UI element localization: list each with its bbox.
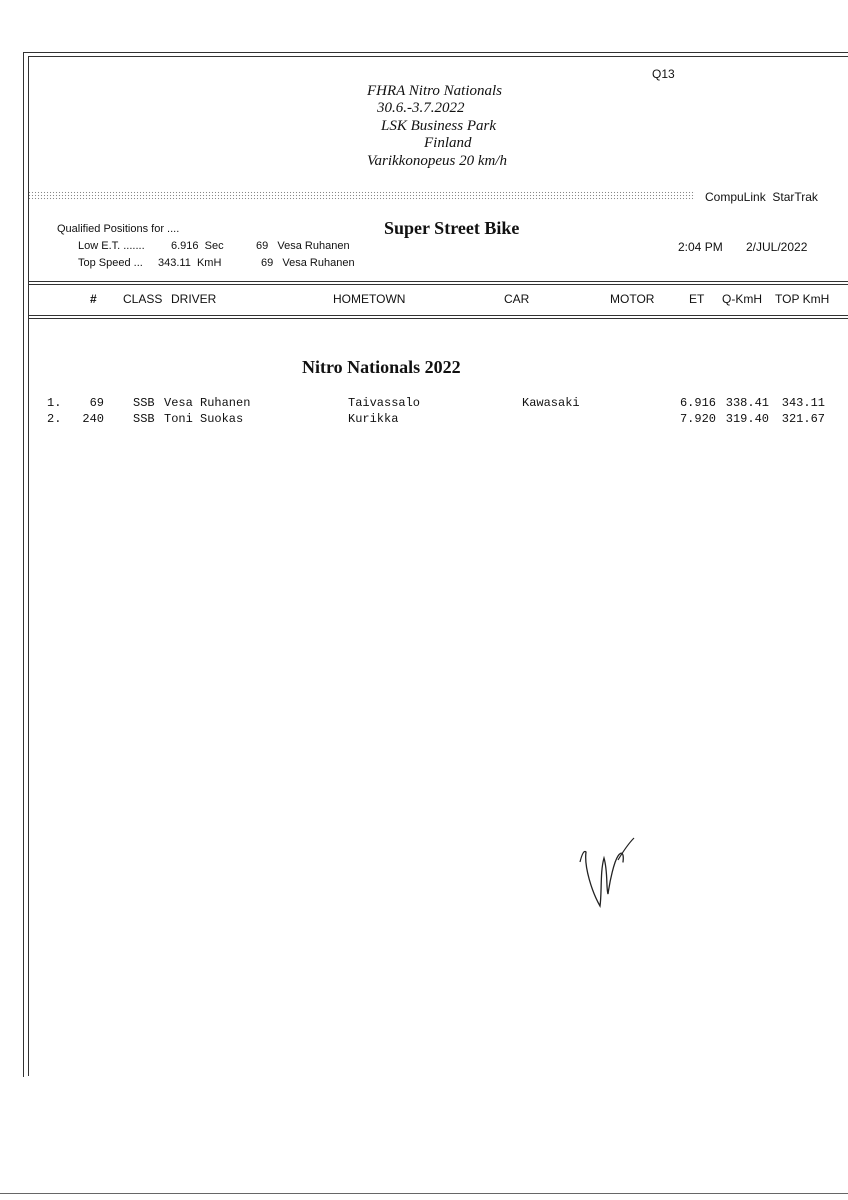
top-border-inner bbox=[28, 56, 848, 57]
left-border-outer bbox=[23, 52, 24, 1077]
row-hometown: Taivassalo bbox=[348, 396, 421, 410]
class-title: Super Street Bike bbox=[384, 218, 520, 238]
left-border-inner bbox=[28, 56, 29, 1076]
row-driver: Toni Suokas bbox=[164, 412, 244, 426]
header-line-top-1 bbox=[28, 281, 848, 282]
dotted-separator bbox=[28, 191, 695, 200]
event-name: FHRA Nitro Nationals bbox=[367, 83, 503, 99]
col-header-motor: MOTOR bbox=[610, 292, 655, 306]
row-position: 1. bbox=[47, 396, 62, 410]
event-dates: 30.6.-3.7.2022 bbox=[377, 100, 465, 116]
system-name: CompuLink StarTrak bbox=[705, 190, 818, 204]
top-speed-label: Top Speed ... bbox=[78, 257, 143, 269]
event-pit-speed: Varikkonopeus 20 km/h bbox=[367, 153, 507, 169]
event-venue: LSK Business Park bbox=[381, 118, 497, 134]
low-et-holder: 69 Vesa Ruhanen bbox=[256, 240, 350, 252]
report-date: 2/JUL/2022 bbox=[746, 240, 808, 254]
header-line-top-2 bbox=[28, 284, 848, 285]
col-header-class: CLASS bbox=[123, 292, 163, 306]
report-time: 2:04 PM bbox=[678, 240, 723, 254]
row-et: 7.920 bbox=[679, 412, 716, 426]
row-q-kmh: 338.41 bbox=[725, 396, 769, 410]
row-class: SSB bbox=[133, 412, 155, 426]
col-header-hometown: HOMETOWN bbox=[333, 292, 406, 306]
col-header-number: # bbox=[90, 292, 97, 306]
row-top-kmh: 343.11 bbox=[781, 396, 825, 410]
event-country: Finland bbox=[424, 135, 472, 151]
row-driver: Vesa Ruhanen bbox=[164, 396, 251, 410]
row-position: 2. bbox=[47, 412, 62, 426]
col-header-q-kmh: Q-KmH bbox=[722, 292, 762, 306]
row-number: 240 bbox=[82, 412, 104, 426]
row-number: 69 bbox=[89, 396, 104, 410]
row-et: 6.916 bbox=[679, 396, 716, 410]
low-et-value: 6.916 Sec bbox=[171, 240, 224, 252]
table-row bbox=[0, 396, 848, 412]
row-hometown: Kurikka bbox=[348, 412, 399, 426]
top-speed-value: 343.11 KmH bbox=[158, 257, 222, 269]
col-header-car: CAR bbox=[504, 292, 530, 306]
row-class: SSB bbox=[133, 396, 155, 410]
row-q-kmh: 319.40 bbox=[725, 412, 769, 426]
page-code: Q13 bbox=[652, 67, 675, 81]
header-line-bottom-1 bbox=[28, 315, 848, 316]
qualified-label: Qualified Positions for .... bbox=[57, 223, 180, 235]
col-header-et: ET bbox=[689, 292, 705, 306]
low-et-label: Low E.T. ....... bbox=[78, 240, 145, 252]
header-line-bottom-2 bbox=[28, 318, 848, 319]
top-speed-holder: 69 Vesa Ruhanen bbox=[261, 257, 355, 269]
col-header-top-kmh: TOP KmH bbox=[775, 292, 830, 306]
bottom-page-line bbox=[0, 1193, 848, 1194]
table-row bbox=[0, 412, 848, 428]
col-header-driver: DRIVER bbox=[171, 292, 217, 306]
row-car: Kawasaki bbox=[522, 396, 580, 410]
row-top-kmh: 321.67 bbox=[781, 412, 825, 426]
section-title: Nitro Nationals 2022 bbox=[302, 357, 461, 377]
top-border-outer bbox=[23, 52, 848, 53]
signature bbox=[578, 832, 642, 914]
